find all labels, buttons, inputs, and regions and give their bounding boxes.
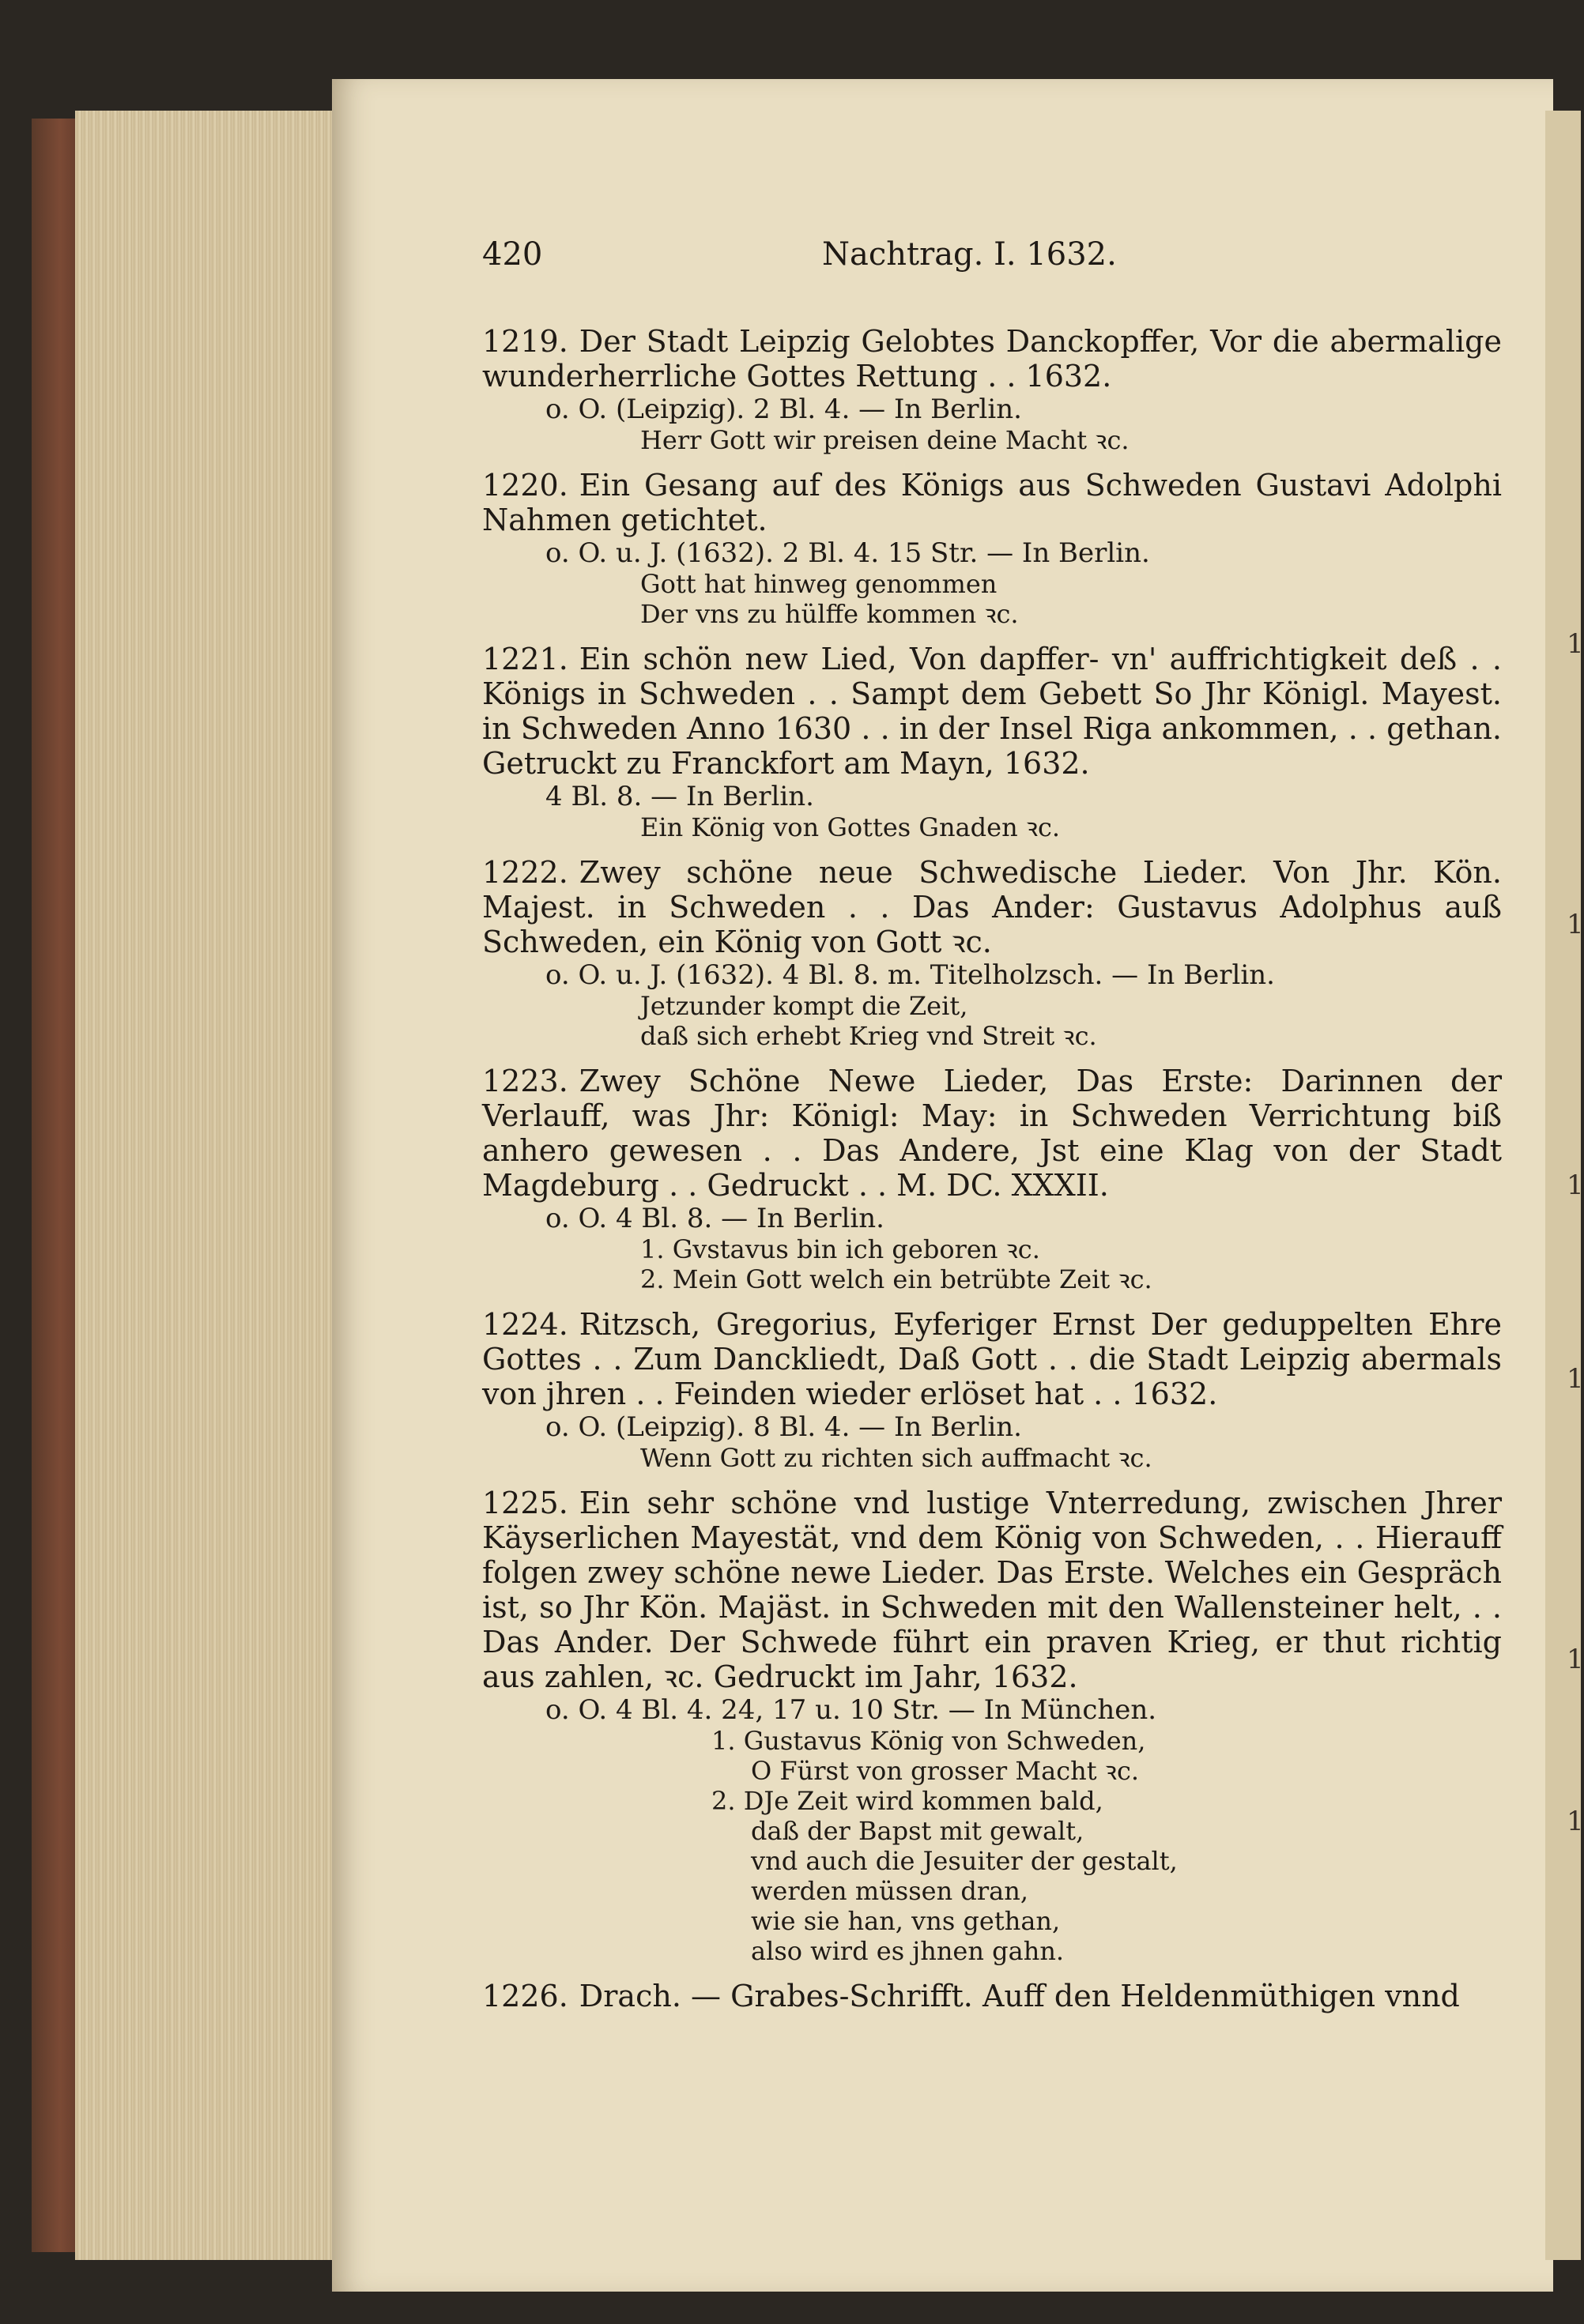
entry-incipit: 1. Gustavus König von Schweden, [711, 1726, 1146, 1756]
page-stack [75, 111, 336, 2260]
entry-incipit: 1. Gvstavus bin ich geboren ꝛc. [640, 1234, 1040, 1264]
entry-title: Ein Gesang auf des Königs aus Schweden Gustavi Adolphi Nahmen getichtet. [482, 468, 1502, 537]
entry-1225 [482, 1486, 1502, 1966]
entry-1220 [482, 468, 1502, 629]
entry-meta: o. O. u. J. (1632). 2 Bl. 4. 15 Str. — In Berlin. [545, 537, 1150, 569]
entry-incipit: daß der Bapst mit gewalt, [751, 1816, 1084, 1846]
entry-meta: o. O. (Leipzig). 8 Bl. 4. — In Berlin. [545, 1411, 1022, 1443]
entry-number: 1220. [482, 468, 568, 503]
entry-meta: 4 Bl. 8. — In Berlin. [545, 781, 814, 812]
entry-title: Ein sehr schöne vnd lustige Vnterredung, zwischen Jhrer Käyserlichen Mayestät, vnd dem König von Schweden, . . Hierauff folgen zwey schöne newe Lieder. Das Erste. Welches ein Gespräch ist, so Jhr Kön. Majäst. in Schweden mit den Wallensteiner helt, . . Das Ander. Der Schwede führt ein praven Krieg, er thut richtig aus zahlen, ꝛc. Gedruckt im Jahr, 1632. [482, 1486, 1502, 1694]
entry-incipit: Jetzunder kompt die Zeit, [640, 991, 968, 1021]
next-page-fragment: 1 [1567, 1363, 1584, 1395]
entry-incipit: Ein König von Gottes Gnaden ꝛc. [640, 812, 1061, 842]
entry-number: 1226. [482, 1979, 568, 2013]
entry-incipit: Gott hat hinweg genommen [640, 569, 998, 599]
entry-incipit: 2. Mein Gott welch ein betrübte Zeit ꝛc. [640, 1264, 1152, 1294]
entry-number: 1223. [482, 1064, 568, 1098]
entry-number: 1224. [482, 1307, 568, 1342]
entry-incipit: O Fürst von grosser Macht ꝛc. [751, 1756, 1140, 1786]
entry-title: Drach. — Grabes-Schrifft. Auff den Heldenmüthigen vnnd [579, 1979, 1460, 2013]
entry-title: Ritzsch, Gregorius, Eyferiger Ernst Der geduppelten Ehre Gottes . . Zum Danckliedt, Daß Gott . . die Stadt Leipzig abermals von jhren . . Feinden wieder erlöset hat . . 1632. [482, 1307, 1502, 1411]
next-page-fragment: 1 [1567, 1170, 1584, 1201]
next-page-fragment: 1 [1567, 1806, 1584, 1837]
entry-meta: o. O. 4 Bl. 4. 24, 17 u. 10 Str. — In München. [545, 1694, 1157, 1726]
page-header [482, 237, 1502, 300]
entry-title: Zwey Schöne Newe Lieder, Das Erste: Darinnen der Verlauff, was Jhr: Königl: May: in Schweden Verrichtung biß anhero gewesen . . Das Andere, Jst eine Klag von der Stadt Magdeburg . . Gedruckt . . M. DC. XXXII. [482, 1064, 1502, 1203]
running-head: Nachtrag. I. 1632. [822, 236, 1117, 273]
entry-meta: o. O. u. J. (1632). 4 Bl. 8. m. Titelholzsch. — In Berlin. [545, 959, 1275, 991]
entry-number: 1225. [482, 1486, 568, 1520]
entry-incipit: Wenn Gott zu richten sich auffmacht ꝛc. [640, 1443, 1152, 1473]
entry-incipit: daß sich erhebt Krieg vnd Streit ꝛc. [640, 1021, 1097, 1051]
entry-1222 [482, 855, 1502, 1051]
entry-incipit: vnd auch die Jesuiter der gestalt, [751, 1846, 1178, 1876]
entry-1221 [482, 642, 1502, 842]
entry-meta: o. O. 4 Bl. 8. — In Berlin. [545, 1203, 884, 1234]
entry-incipit: also wird es jhnen gahn. [751, 1936, 1065, 1966]
entry-number: 1222. [482, 855, 568, 890]
entry-title: Ein schön new Lied, Von dapffer- vn' auffrichtigkeit deß . . Königs in Schweden . . Sampt dem Gebett So Jhr Königl. Mayest. in Schweden Anno 1630 . . in der Insel Riga ankommen, . . gethan. Getruckt zu Franckfort am Mayn, 1632. [482, 642, 1502, 781]
entry-incipit: werden müssen dran, [751, 1876, 1028, 1906]
entry-1224 [482, 1307, 1502, 1473]
entry-incipit: 2. DJe Zeit wird kommen bald, [711, 1786, 1103, 1816]
next-page-fragment: 1 [1567, 909, 1584, 940]
entry-incipit: wie sie han, vns gethan, [751, 1906, 1061, 1936]
entry-title: Der Stadt Leipzig Gelobtes Danckopffer, Vor die abermalige wunderherrliche Gottes Rettung . . 1632. [482, 324, 1502, 394]
entry-number: 1221. [482, 642, 568, 676]
entry-incipit: Herr Gott wir preisen deine Macht ꝛc. [640, 425, 1130, 455]
page-number: 420 [482, 236, 543, 273]
entry-1223 [482, 1064, 1502, 1294]
entry-title: Zwey schöne neue Schwedische Lieder. Von Jhr. Kön. Majest. in Schweden . . Das Ander: Gustavus Adolphus auß Schweden, ein König von Gott ꝛc. [482, 855, 1502, 959]
entry-incipit: Der vns zu hülffe kommen ꝛc. [640, 599, 1019, 629]
next-page-fragment: 1 [1567, 1644, 1584, 1675]
entry-meta: o. O. (Leipzig). 2 Bl. 4. — In Berlin. [545, 394, 1022, 425]
page-content [482, 237, 1502, 2026]
next-page-fragment: 1 [1567, 628, 1584, 660]
entry-1219 [482, 324, 1502, 455]
entry-1226 [482, 1979, 1502, 2013]
entry-number: 1219. [482, 324, 568, 359]
